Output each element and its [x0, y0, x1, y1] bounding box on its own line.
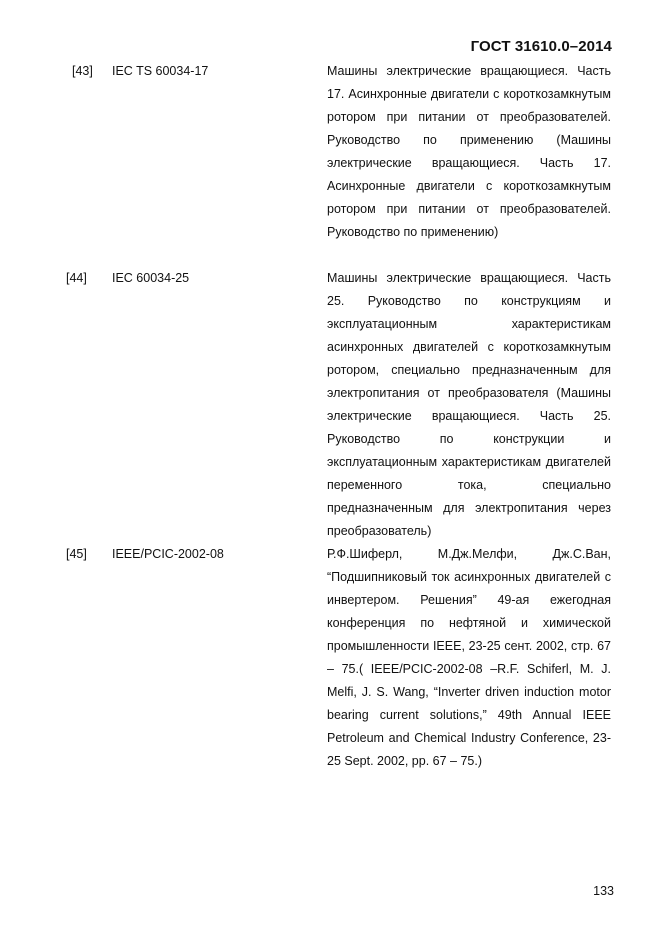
reference-description: Машины электрические вращающиеся. Часть 17. Асинхронные двигатели с короткозамкнутым ротором при питании от преобразователей. Руководство по применению (Машины электрические вращающиеся. Часть 17. Асинхронные двигатели с короткозамкнутым ротором при питании от преобразователей. Руководство по применению): [327, 64, 611, 239]
document-code: ГОСТ 31610.0–2014: [470, 38, 612, 55]
reference-code: IEEE/PCIC-2002-08: [112, 547, 224, 561]
reference-number: [45]: [66, 547, 87, 561]
reference-description: Р.Ф.Шиферл, М.Дж.Мелфи, Дж.С.Ван, “Подшипниковый ток асинхронных двигателей с инвертером. Решения” 49-ая ежегодная конференция по нефтяной и химической промышленности IEEE, 23-25 сент. 2002, стр. 67 – 75.( IEEE/PCIC-2002-08 –R.F. Schiferl, M. J. Melfi, J. S. Wang, “Inverter driven induction motor bearing current solutions,” 49th Annual IEEE Petroleum and Chemical Industry Conference, 23-25 Sept. 2002, pp. 67 – 75.): [327, 547, 611, 768]
reference-number: [43]: [72, 64, 93, 78]
page-number: 133: [593, 884, 614, 898]
reference-code: IEC TS 60034-17: [112, 64, 209, 78]
reference-code: IEC 60034-25: [112, 271, 190, 285]
reference-description: Машины электрические вращающиеся. Часть 25. Руководство по конструкциям и эксплуатационным характеристикам асинхронных двигателей с короткозамкнутым ротором, специально предназначенным для электропитания от преобразователя (Машины электрические вращающиеся. Часть 25. Руководство по конструкции и эксплуатационным характеристикам двигателей переменного тока, специально предназначенным для электропитания через преобразователь): [327, 271, 611, 538]
reference-number: [44]: [66, 271, 87, 285]
